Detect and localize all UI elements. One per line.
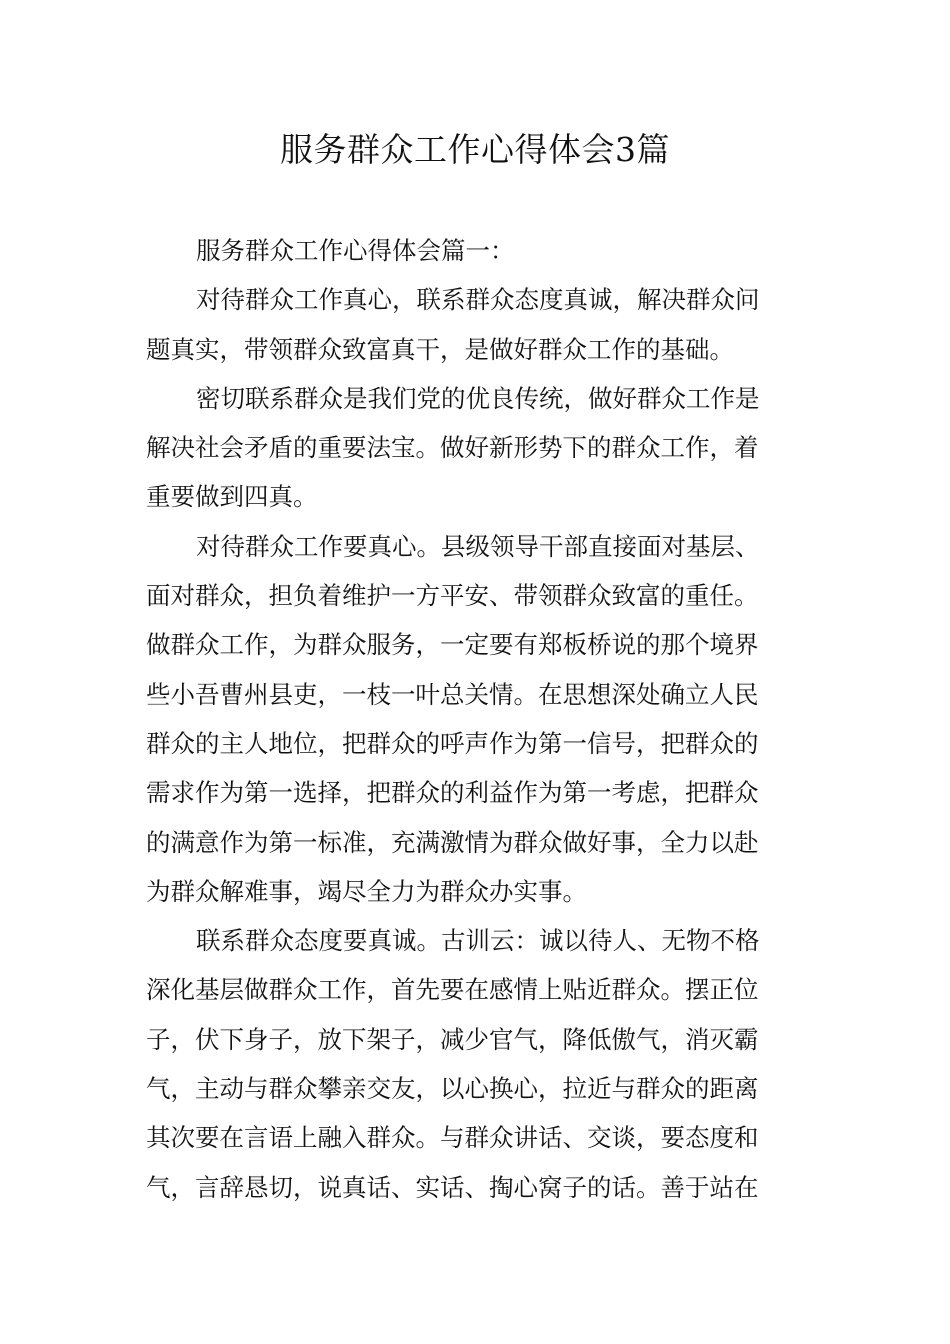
text-line: 为群众解难事，竭尽全力为群众办实事。 xyxy=(146,876,587,906)
text-line: 些小吾曹州县吏，一枝一叶总关情。在思想深处确立人民 xyxy=(146,679,759,709)
section-heading: 服务群众工作心得体会篇一： xyxy=(196,236,515,265)
text-line: 密切联系群众是我们党的优良传统，做好群众工作是 xyxy=(196,383,760,413)
document-body xyxy=(146,226,806,1212)
text-line: 气，言辞恳切，说真话、实话、掏心窝子的话。善于站在 xyxy=(146,1172,759,1202)
text-line: 对待群众工作真心，联系群众态度真诚，解决群众问 xyxy=(196,285,760,315)
document-title: 服务群众工作心得体会3篇 xyxy=(280,130,670,169)
text-line: 做群众工作，为群众服务，一定要有郑板桥说的那个境界 xyxy=(146,630,759,660)
text-line: 对待群众工作要真心。县级领导干部直接面对基层、 xyxy=(196,531,760,561)
text-line: 面对群众，担负着维护一方平安、带领群众致富的重任。 xyxy=(146,581,759,611)
text-line: 的满意作为第一标准，充满激情为群众做好事，全力以赴 xyxy=(146,827,759,857)
text-line: 联系群众态度要真诚。古训云：诚以待人、无物不格 xyxy=(196,926,760,956)
text-line: 解决社会矛盾的重要法宝。做好新形势下的群众工作，着 xyxy=(146,433,759,463)
text-line: 群众的主人地位，把群众的呼声作为第一信号，把群众的 xyxy=(146,728,759,758)
text-line: 需求作为第一选择，把群众的利益作为第一考虑，把群众 xyxy=(146,778,759,808)
text-line: 题真实，带领群众致富真干，是做好群众工作的基础。 xyxy=(146,334,734,364)
text-line: 其次要在言语上融入群众。与群众讲话、交谈，要态度和 xyxy=(146,1123,759,1153)
text-line: 深化基层做群众工作，首先要在感情上贴近群众。摆正位 xyxy=(146,975,759,1005)
text-line: 子，伏下身子，放下架子，减少官气，降低傲气，消灭霸 xyxy=(146,1024,759,1054)
text-line: 重要做到四真。 xyxy=(146,482,318,512)
text-line: 气，主动与群众攀亲交友，以心换心，拉近与群众的距离 xyxy=(146,1074,759,1104)
